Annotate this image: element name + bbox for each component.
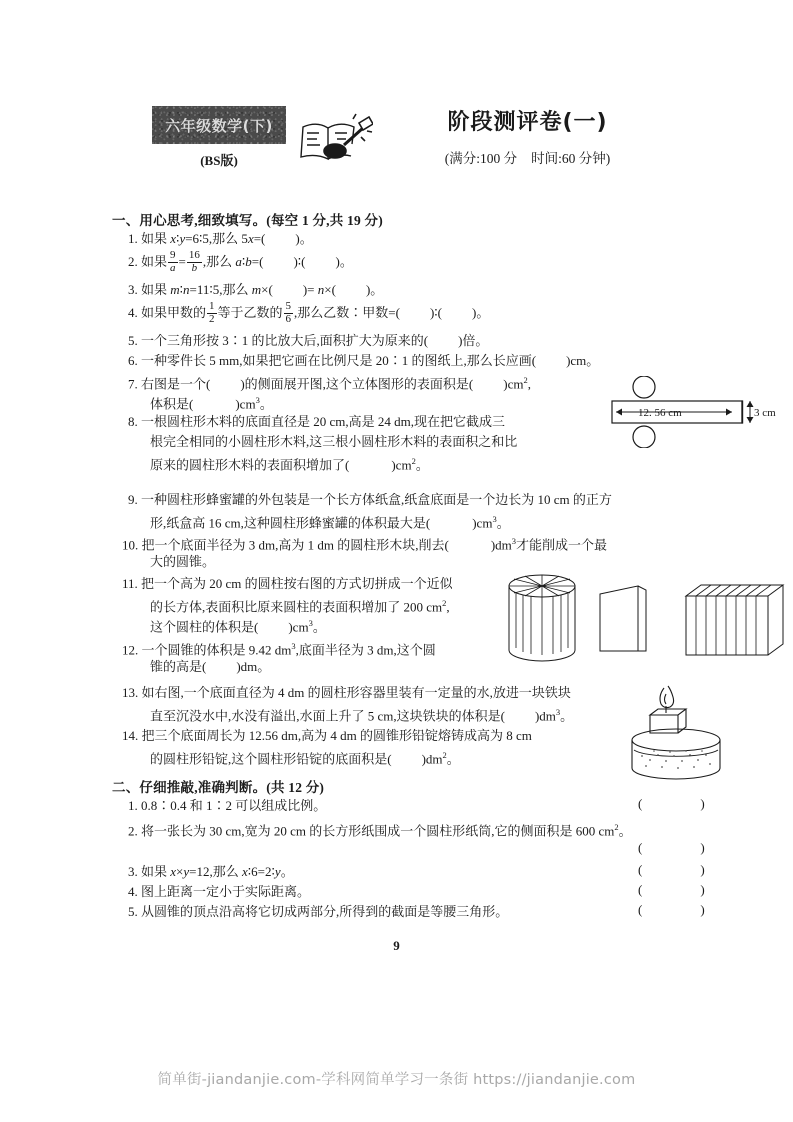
question-9: 9. 一种圆柱形蜂蜜罐的外包装是一个长方体纸盒,纸盒底面是一个边长为 10 cm 的正方 (128, 492, 612, 507)
question-14: 14. 把三个底面周长为 12.56 dm,高为 4 dm 的圆锥形铅锭熔铸成高为 8 cm (122, 728, 532, 743)
watermark: 简单街-jiandanjie.com-学科网简单学习一条街 https://jiandanjie.com (157, 1072, 636, 1088)
judge-bracket-4[interactable]: ( ) (638, 882, 714, 897)
edition-label: (BS版) (200, 153, 238, 168)
question-14-line2: 的圆柱形铅锭,这个圆柱形铅锭的底面积是( )$dm^2$。 (150, 750, 460, 767)
judge-question-3: 3. 如果 x×y=12,那么 x∶6=2∶y。 (128, 864, 294, 879)
exam-meta (365, 147, 690, 167)
hand-cube-water-container-figure (628, 682, 778, 787)
book-magnifier-icon (295, 111, 373, 173)
question-13: 13. 如右图,一个底面直径为 4 dm 的圆柱形容器里装有一定量的水,放进一块铁块 (122, 685, 571, 700)
judge-question-4: 4. 图上距离一定小于实际距离。 (128, 884, 311, 899)
time-limit-label: 时间:60 分钟) (531, 151, 611, 166)
question-6: 6. 一种零件长 5 mm,如果把它画在比例尺是 20∶1 的图纸上,那么长应画( )cm。 (128, 353, 600, 368)
judge-bracket-2[interactable]: ( ) (638, 840, 714, 855)
question-11-line2: 的长方体,表面积比原来圆柱的表面积增加了 200 $cm^2$, (150, 598, 450, 615)
page-title: 阶段测评卷(一) (447, 110, 608, 135)
question-7-line2: 体积是( )$cm^3$。 (150, 395, 273, 412)
judge-bracket-3[interactable]: ( ) (638, 862, 714, 877)
section-2-heading: 二、仔细推敲,准确判断。(共 12 分) (112, 780, 325, 795)
cylinder-cut-rearranged-figure (500, 572, 790, 682)
question-10: 10. 把一个底面半径为 3 dm,高为 1 dm 的圆柱形木块,削去( )$dm^3$才能削成一个最 (122, 536, 608, 553)
judge-question-2: 2. 将一张长为 30 cm,宽为 20 cm 的长方形纸围成一个圆柱形纸筒,它的侧面积是 600 $cm^2$。 (128, 822, 632, 839)
question-8-line3: 原来的圆柱形木料的表面积增加了( )$cm^2$。 (150, 456, 429, 473)
page-number: 9 (393, 938, 400, 953)
net-height-label: 3 cm (754, 407, 776, 419)
question-7: 7. 右图是一个( )的侧面展开图,这个立体图形的表面积是( )$cm^2$, (128, 375, 531, 392)
question-11: 11. 把一个高为 20 cm 的圆柱按右图的方式切拼成一个近似 (122, 576, 453, 591)
question-8-line2: 根完全相同的小圆柱形木料,这三根小圆柱形木料的表面积之和比 (150, 434, 518, 449)
question-1: 1. 如果 x∶y=6∶5,那么 5x=( )。 (128, 231, 313, 246)
question-10-line2: 大的圆锥。 (150, 554, 216, 569)
question-3: 3. 如果 m∶n=11∶5,那么 m×( )= n×( )。 (128, 282, 384, 297)
question-4: 4. 如果甲数的 $\frac{1}{2}$ 等于乙数的 $\frac{5}{6}$ ,那么乙数∶甲数=( )∶( )。 (128, 300, 490, 325)
net-width-label: 12. 56 cm (638, 407, 682, 419)
question-5: 5. 一个三角形按 3∶1 的比放大后,面积扩大为原来的( )倍。 (128, 333, 489, 348)
cylinder-net-figure (608, 376, 788, 453)
full-score-label: (满分:100 分 (444, 151, 518, 166)
page-header (110, 95, 690, 190)
question-12-line2: 锥的高是( )dm。 (150, 659, 271, 674)
grade-subject-banner (152, 106, 286, 144)
judge-question-5: 5. 从圆锥的顶点沿高将它切成两部分,所得到的截面是等腰三角形。 (128, 904, 509, 919)
question-13-line2: 直至沉没水中,水没有溢出,水面上升了 5 cm,这块铁块的体积是( )$dm^3$。 (150, 707, 574, 724)
question-11-line3: 这个圆柱的体积是( )$cm^3$。 (150, 618, 326, 635)
question-12: 12. 一个圆锥的体积是 9.42 $dm^3$,底面半径为 3 dm,这个圆 (122, 641, 436, 658)
judge-bracket-1[interactable]: ( ) (638, 796, 714, 811)
question-8: 8. 一根圆柱形木料的底面直径是 20 cm,高是 24 dm,现在把它截成三 (128, 414, 505, 429)
question-2: 2. 如果 $\frac{9}{a}$ = $\frac{16}{b}$ ,那么 a∶b=( )∶( )。 (128, 249, 353, 274)
grade-subject-label: 六年级数学(下) (165, 116, 273, 135)
judge-question-1: 1. 0.8∶0.4 和 1∶2 可以组成比例。 (128, 798, 327, 813)
question-9-line2: 形,纸盒高 16 cm,这种圆柱形蜂蜜罐的体积最大是( )$cm^3$。 (150, 514, 510, 531)
section-1-heading: 一、用心思考,细致填写。(每空 1 分,共 19 分) (112, 213, 383, 228)
judge-bracket-5[interactable]: ( ) (638, 902, 714, 917)
